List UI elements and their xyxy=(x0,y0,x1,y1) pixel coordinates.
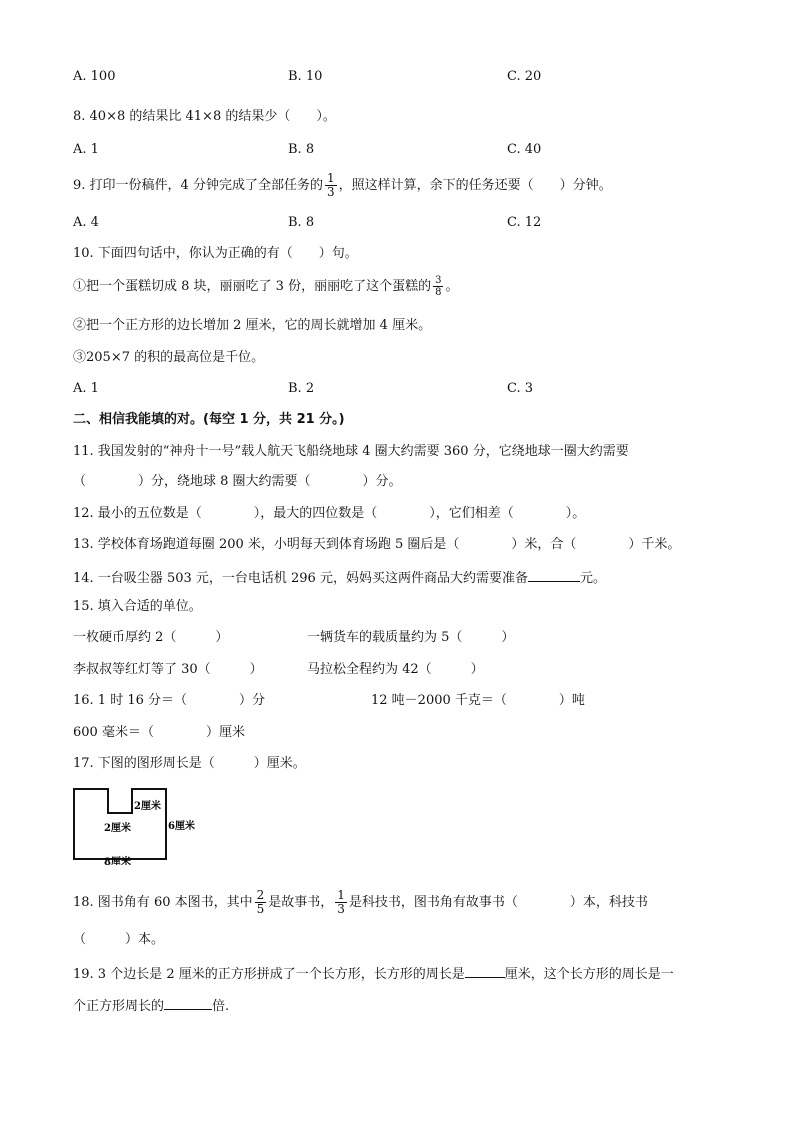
q16-item-a: 16. 1 时 16 分＝（ ）分 xyxy=(73,693,266,708)
q9-text-after: ，照这样计算，余下的任务还要（ ）分钟。 xyxy=(338,178,612,193)
q19-answer-blank-1[interactable] xyxy=(465,963,505,978)
question-10: 10. 下面四句话中，你认为正确的有（ ）句。 xyxy=(73,246,358,261)
q16-item-b: 12 吨－2000 千克＝（ ）吨 xyxy=(371,693,585,708)
q19-text-4: 倍. xyxy=(212,999,230,1014)
q18-f2-numerator: 1 xyxy=(337,888,345,902)
q19-text-3: 个正方形周长的 xyxy=(73,999,165,1014)
q15-item-a: 一枚硬币厚约 2（ ） xyxy=(73,630,229,645)
q10-option-a: A. 1 xyxy=(73,381,99,396)
question-15: 15. 填入合适的单位。 xyxy=(73,599,202,614)
q18-f1-denominator: 5 xyxy=(256,902,265,916)
question-17: 17. 下图的图形周长是（ ）厘米。 xyxy=(73,756,306,771)
q10-option-b: B. 2 xyxy=(288,381,315,396)
question-11-line-2: （ ）分，绕地球 8 圈大约需要（ ）分。 xyxy=(73,474,402,489)
q14-answer-blank[interactable] xyxy=(528,567,580,582)
question-13: 13. 学校体育场跑道每圈 200 米，小明每天到体育场跑 5 圈后是（ ）米，合（ ）千米。 xyxy=(73,537,681,552)
q14-unit: 元。 xyxy=(579,571,606,586)
question-18-line-1 xyxy=(73,886,648,920)
q17-figure xyxy=(70,785,200,865)
q7-option-b: B. 10 xyxy=(288,69,323,84)
q7-option-c: C. 20 xyxy=(507,69,542,84)
q9-fraction-numerator: 1 xyxy=(326,171,335,185)
q8-option-a: A. 1 xyxy=(73,142,99,157)
q15-item-d: 马拉松全程约为 42（ ） xyxy=(307,662,484,677)
q8-option-c: C. 40 xyxy=(507,142,542,157)
q10-s1-fraction xyxy=(433,275,443,298)
section-2-heading: 二、相信我能填的对。(每空 1 分，共 21 分。) xyxy=(73,412,345,427)
q9-fraction-denominator: 3 xyxy=(326,185,335,199)
q10-statement-3: ③205×7 的积的最高位是千位。 xyxy=(73,350,265,365)
q19-text-2: 厘米，这个长方形的周长是一 xyxy=(504,967,674,982)
q8-option-b: B. 8 xyxy=(288,142,315,157)
q15-item-b: 一辆货车的载质量约为 5（ ） xyxy=(307,630,515,645)
q16-item-c: 600 毫米＝（ ）厘米 xyxy=(73,725,245,740)
question-19-line-2 xyxy=(73,995,229,1016)
q9-fraction xyxy=(325,172,337,199)
q17-label-bottom: 8厘米 xyxy=(104,857,131,865)
q17-label-right: 6厘米 xyxy=(168,821,195,832)
question-18-line-2: （ ）本。 xyxy=(73,932,165,947)
question-11-line-1: 11. 我国发射的“神舟十一号”载人航天飞船绕地球 4 圈大约需要 360 分，它绕地球一圈大约需要 xyxy=(73,444,629,459)
question-12: 12. 最小的五位数是（ ），最大的四位数是（ ），它们相差（ ）。 xyxy=(73,506,586,521)
q9-option-a: A. 4 xyxy=(73,215,99,230)
q7-option-a: A. 100 xyxy=(73,69,116,84)
q10-statement-2: ②把一个正方形的边长增加 2 厘米，它的周长就增加 4 厘米。 xyxy=(73,318,432,333)
question-19-line-1 xyxy=(73,963,674,984)
question-14 xyxy=(73,567,606,588)
q18-fraction-2 xyxy=(335,889,347,916)
q10-s1-numerator: 3 xyxy=(435,275,442,286)
q17-label-inner: 2厘米 xyxy=(104,823,131,834)
q19-answer-blank-2[interactable] xyxy=(164,995,212,1010)
q10-statement-1 xyxy=(73,274,458,300)
q10-option-c: C. 3 xyxy=(507,381,534,396)
q18-text-1: 18. 图书角有 60 本图书，其中 xyxy=(73,895,253,910)
q18-f1-numerator: 2 xyxy=(256,888,265,902)
q10-s1-text: ①把一个蛋糕切成 8 块，丽丽吃了 3 份，丽丽吃了这个蛋糕的 xyxy=(73,279,432,294)
q14-text: 14. 一台吸尘器 503 元，一台电话机 296 元，妈妈买这两件商品大约需要准备 xyxy=(73,571,528,586)
q10-s1-end: 。 xyxy=(445,279,459,294)
question-9 xyxy=(73,172,612,200)
q9-option-b: B. 8 xyxy=(288,215,315,230)
q18-text-2: 是故事书， xyxy=(268,895,334,910)
q17-shape-svg xyxy=(70,785,200,865)
q15-item-c: 李叔叔等红灯等了 30（ ） xyxy=(73,662,263,677)
q18-f2-denominator: 3 xyxy=(337,902,345,916)
q10-s1-denominator: 8 xyxy=(435,287,442,298)
q18-text-3: 是科技书，图书角有故事书（ ）本，科技书 xyxy=(348,895,648,910)
q17-label-top: 2厘米 xyxy=(134,801,161,812)
q18-fraction-1 xyxy=(255,889,267,916)
q19-text-1: 19. 3 个边长是 2 厘米的正方形拼成了一个长方形，长方形的周长是 xyxy=(73,967,465,982)
q9-text-before: 9. 打印一份稿件，4 分钟完成了全部任务的 xyxy=(73,178,323,193)
question-8: 8. 40×8 的结果比 41×8 的结果少（ ）。 xyxy=(73,109,336,124)
q9-option-c: C. 12 xyxy=(507,215,542,230)
